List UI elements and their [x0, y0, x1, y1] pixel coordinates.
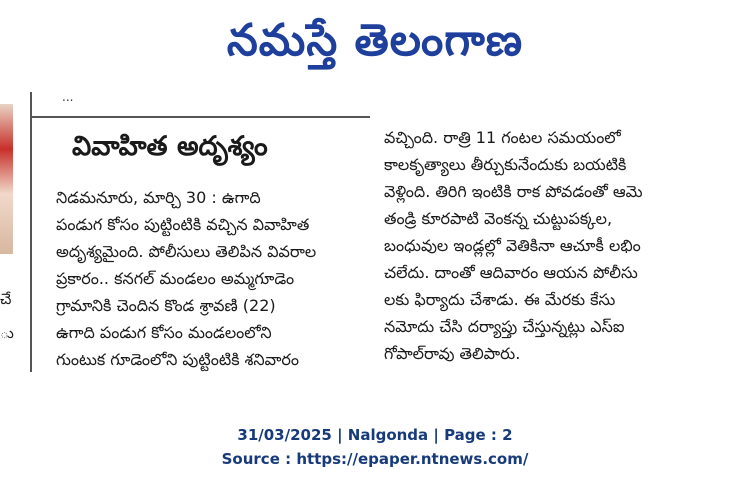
article-line: నమోదు చేసి దర్యాప్తు చేస్తున్నట్లు ఎస్ఐ: [384, 317, 625, 336]
edition-info: 31/03/2025 | Nalgonda | Page : 2: [237, 426, 513, 444]
headline-rule: [32, 116, 370, 118]
cut-off-text: ...: [62, 90, 74, 104]
article-headline: వివాహిత అదృశ్యం: [72, 131, 268, 162]
adjacent-text-fragment: చే: [0, 290, 12, 308]
article-clipping: [0, 92, 750, 382]
article-line: చలేదు. దాంతో ఆదివారం ఆయన పోలీసు: [384, 263, 638, 282]
article-line: ఉగాది పండుగ కోసం మండలంలోని: [56, 323, 272, 342]
article-line: నిడమనూరు, మార్చి 30 : ఉగాది: [56, 188, 261, 207]
article-line: లకు ఫిర్యాదు చేశాడు. ఈ మేరకు కేసు: [384, 290, 616, 309]
adjacent-photo-edge: [0, 104, 13, 254]
adjacent-text-fragment: ు: [0, 324, 14, 342]
article-line: గోపాల్‌రావు తెలిపారు.: [384, 344, 521, 363]
source-link[interactable]: Source : https://epaper.ntnews.com/: [221, 450, 529, 468]
article-line: బంధువుల ఇండ్లల్లో వెతికినా ఆచూకీ లభిం: [384, 236, 641, 255]
article-line: గ్రామానికి చెందిన కొండ శ్రావణి (22): [56, 296, 276, 315]
article-line: వచ్చింది. రాత్రి 11 గంటల సమయంలో: [384, 128, 621, 147]
article-line: పండుగ కోసం పుట్టింటికి వచ్చిన వివాహిత: [56, 215, 310, 234]
article-column-2: [384, 124, 714, 367]
article-line: ప్రకారం.. కనగల్ మండలం అమ్మగూడెం: [56, 269, 295, 288]
article-line: కాలకృత్యాలు తీర్చుకునేందుకు బయటికి: [384, 155, 627, 174]
article-line: వెళ్లింది. తిరిగి ఇంటికి రాక పోవడంతో ఆమె: [384, 182, 643, 201]
article-line: తండ్రి కూరపాటి వెంకన్న చుట్టుపక్కల,: [384, 209, 613, 228]
column-divider: [30, 92, 32, 372]
article-line: అదృశ్యమైంది. పోలీసులు తెలిపిన వివరాల: [56, 242, 317, 261]
article-column-1: [56, 184, 362, 373]
article-line: గుంటుక గూడెంలోని పుట్టింటికి శనివారం: [56, 350, 300, 369]
masthead-logo: నమస్తే తెలంగాణ: [226, 15, 524, 66]
